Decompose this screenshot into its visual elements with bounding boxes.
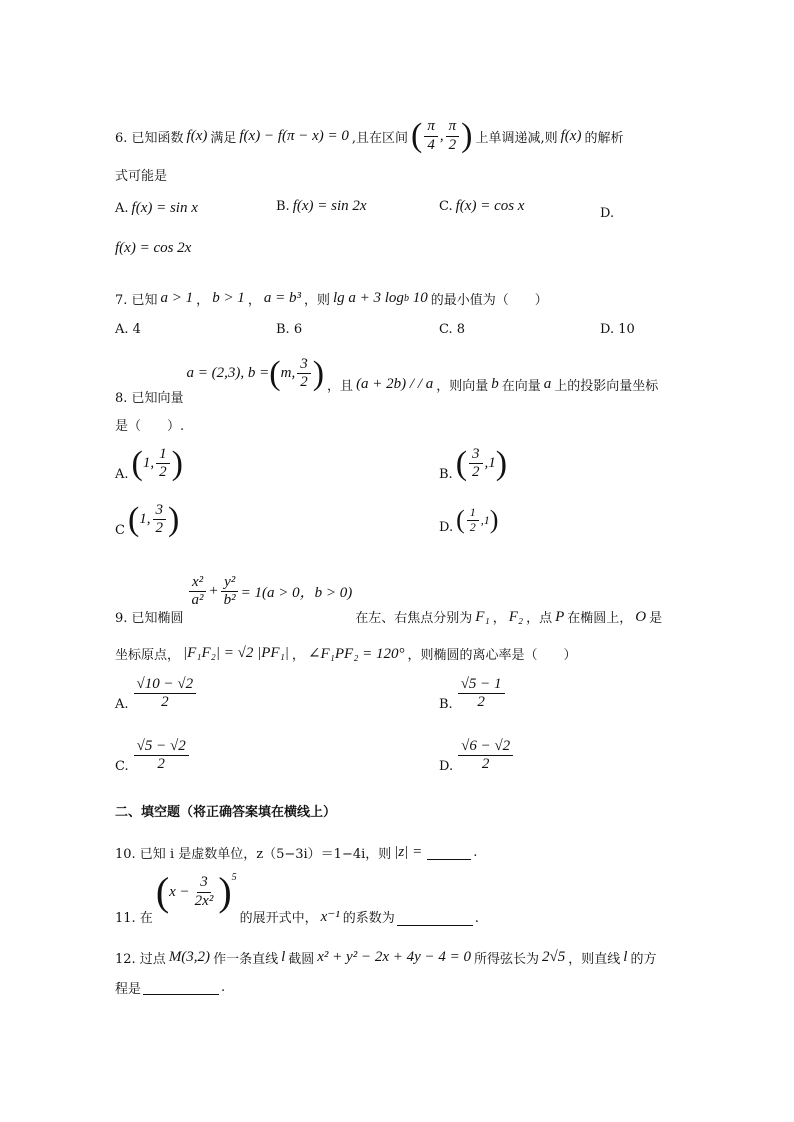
condition-b: b > 1 — [212, 289, 245, 306]
separator: ， — [492, 611, 506, 626]
text: 的最小值为（ ） — [430, 292, 548, 308]
question-9-number: 9. 已知椭圆 — [115, 611, 184, 626]
text: 满足 — [210, 130, 237, 146]
q9-option-b[interactable]: B. $\frac{√5 - 1}{2}$ — [439, 676, 510, 712]
question-6-line-2 — [115, 164, 754, 184]
q9-option-c[interactable]: C. $\frac{√5 - √2}{2}$ — [115, 738, 194, 774]
question-10-text: 10. 已知 i 是虚数单位，z（5−3i）＝1−4i，则 — [115, 846, 392, 862]
function-symbol: f(x) — [186, 127, 208, 144]
question-11-line — [115, 869, 754, 926]
vector-b: b — [491, 375, 499, 392]
text: 程是 — [115, 981, 142, 997]
text: 在向量 — [501, 378, 541, 394]
chord-length: 2√5 — [542, 948, 566, 965]
question-12-line-1 — [115, 944, 754, 970]
q9-option-a[interactable]: A. $\frac{√10 - √2}{2}$ — [115, 676, 201, 712]
q8-option-c[interactable]: C ( 1, $\frac{3}{2}$ ) — [115, 500, 180, 538]
vector-definition: a = (2,3), b = ( m, $\frac{3}{2}$ ) — [186, 354, 325, 392]
question-7-line — [115, 286, 754, 310]
symmetry-condition: f(x) − f(π − x) = 0 — [239, 127, 349, 144]
point-m: M(3,2) — [168, 948, 211, 965]
q8-option-d[interactable]: D. ( $\frac{1}{2}$ ,1 ) — [439, 505, 499, 535]
text: ，则向量 — [436, 378, 489, 394]
text: 的展开式中， — [239, 911, 318, 926]
q9-option-d[interactable]: D. $\frac{√6 - √2}{2}$ — [439, 738, 518, 774]
text: 的系数为 — [342, 911, 395, 926]
period: . — [221, 979, 226, 995]
question-11-number: 11. 在 — [115, 911, 153, 926]
answer-blank-q12[interactable] — [143, 980, 219, 995]
distance-relation: |F₁F₂| = √2 |PF₁| — [183, 644, 289, 661]
q6-option-c[interactable]: C. f(x) = cos x — [439, 198, 525, 214]
text: 是 — [649, 611, 663, 626]
line-l: l — [623, 948, 628, 965]
term: x⁻¹ — [320, 909, 340, 925]
question-8-line-1 — [115, 356, 754, 412]
period: . — [474, 911, 479, 926]
text: ，且 — [327, 378, 354, 394]
point-p: P — [555, 609, 565, 625]
q7-option-c[interactable]: C. 8 — [439, 322, 466, 337]
condition-a: a > 1 — [160, 289, 194, 306]
vector-a: a — [543, 375, 552, 392]
log-expression: lg a + 3 log b 10 — [332, 289, 428, 306]
answer-blank-q10[interactable] — [427, 845, 471, 860]
question-6-number: 6. 已知函数 — [115, 130, 184, 146]
focus-f2: F₂ — [508, 609, 524, 625]
text: 上单调递减,则 — [475, 130, 558, 146]
q6-option-d[interactable]: f(x) = cos 2x — [115, 240, 192, 256]
condition-ab: a = b³ — [263, 289, 301, 306]
question-10-line — [115, 840, 754, 864]
separator: ， — [196, 292, 210, 308]
q7-option-d[interactable]: D. 10 — [600, 322, 635, 337]
interval: ( $\frac{\pi}{4}$ , $\frac{\pi}{2}$ ) — [411, 117, 473, 154]
q8-option-a[interactable]: A. ( 1, $\frac{1}{2}$ ) — [115, 444, 183, 482]
ellipse-equation: $\frac{\text{x²}}{\text{a²}}$ + $\frac{\text{y²}}{\text{b²}}$ = 1(a > 0，b > 0) — [187, 574, 353, 610]
parallel-condition: (a + 2b) / / a — [356, 375, 434, 392]
text: 坐标原点， — [115, 647, 181, 663]
text: 的方 — [630, 951, 657, 967]
binomial-expression: ( x − $\frac{3}{\text{2x²}}$ ) $^5$ — [155, 869, 237, 914]
separator: ， — [247, 292, 261, 308]
q6-option-b[interactable]: B. f(x) = sin 2x — [276, 198, 367, 214]
modulus-expression: |z| = — [394, 843, 423, 860]
question-12-line-2 — [115, 976, 754, 998]
circle-equation: x² + y² − 2x + 4y − 4 = 0 — [317, 948, 472, 965]
text: 式可能是 — [115, 168, 168, 184]
text: 截圆 — [288, 951, 315, 967]
text: 是（ ）. — [115, 418, 185, 434]
question-6-line-1 — [115, 108, 754, 164]
answer-blank-q11[interactable] — [397, 911, 473, 926]
text: 作一条直线 — [213, 951, 279, 967]
question-12-number: 12. 过点 — [115, 951, 166, 967]
q7-option-a[interactable]: A. 4 — [115, 322, 141, 337]
separator: ， — [291, 647, 305, 663]
text: ，则椭圆的离心率是（ ） — [407, 647, 577, 663]
question-8-line-2 — [115, 414, 754, 434]
section-fill-in-title: 二、填空题（将正确答案填在横线上） — [115, 804, 337, 820]
q6-option-a[interactable]: A. f(x) = sin x — [115, 200, 198, 216]
question-8-number: 8. 已知向量 — [115, 391, 184, 406]
focus-f1: F₁ — [475, 609, 490, 625]
question-7-number: 7. 已知 — [115, 292, 158, 308]
line-l: l — [281, 948, 286, 965]
period: . — [473, 844, 478, 860]
text: 所得弦长为 — [474, 951, 540, 967]
q8-option-b[interactable]: B. ( $\frac{3}{2}$ ,1 ) — [439, 444, 508, 482]
function-symbol: f(x) — [560, 127, 582, 144]
text: 在左、右焦点分别为 — [355, 611, 473, 626]
q7-option-b[interactable]: B. 6 — [276, 322, 303, 337]
q6-option-d-label[interactable]: D. — [600, 206, 615, 221]
text: ，则直线 — [568, 951, 621, 967]
question-9-line-1 — [115, 574, 754, 626]
text: ，则 — [303, 292, 330, 308]
origin-o: O — [635, 609, 647, 625]
text: 上的投影向量坐标 — [554, 378, 659, 394]
text: ，点 — [526, 611, 553, 626]
question-9-line-2 — [115, 640, 754, 666]
text: 的解析 — [584, 130, 624, 146]
angle-condition: ∠F₁PF₂ = 120° — [307, 645, 405, 662]
text: ,且在区间 — [351, 130, 409, 146]
text: 在椭圆上， — [567, 611, 633, 626]
